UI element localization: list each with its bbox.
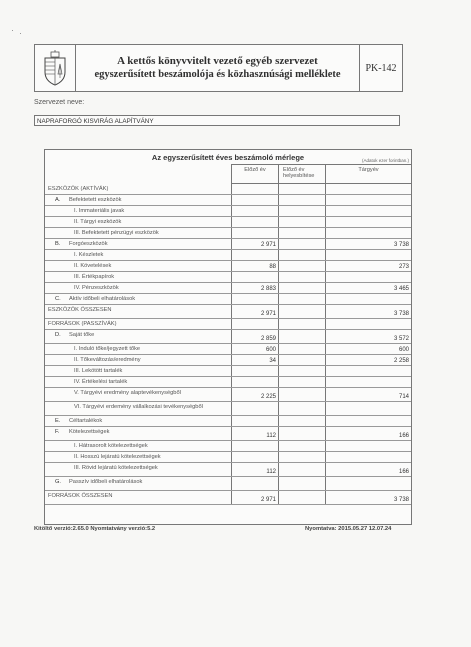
current-year-cell[interactable] <box>325 402 411 415</box>
current-year-cell[interactable] <box>325 239 411 249</box>
table-row <box>45 477 411 491</box>
correction-cell[interactable] <box>278 294 325 304</box>
current-year-cell[interactable] <box>325 319 411 329</box>
current-year-cell-value: 166 <box>398 433 409 439</box>
table-row <box>45 388 411 402</box>
row-label-cell <box>45 402 231 415</box>
row-label: IV. Pénzeszközök <box>74 285 119 291</box>
row-code: E. <box>55 418 61 424</box>
col-header-prev-label: Előző év <box>244 167 266 173</box>
table-row <box>45 463 411 477</box>
current-year-cell-value: 3 738 <box>393 311 409 317</box>
correction-cell[interactable] <box>278 272 325 282</box>
prev-year-cell[interactable] <box>231 441 278 451</box>
prev-year-cell[interactable] <box>231 206 278 216</box>
row-label: ESZKÖZÖK ÖSSZESEN <box>48 307 112 313</box>
row-label: III. Befektetett pénzügyi eszközök <box>74 230 159 236</box>
correction-cell[interactable] <box>278 217 325 227</box>
prev-year-cell-value: 2 971 <box>260 311 276 317</box>
correction-cell[interactable] <box>278 491 325 504</box>
table-row <box>45 416 411 427</box>
prev-year-cell[interactable] <box>231 272 278 282</box>
units-note: (Adatok ezer forintban.) <box>361 158 409 163</box>
table-row <box>45 344 411 355</box>
correction-cell[interactable] <box>278 195 325 205</box>
correction-cell[interactable] <box>278 366 325 376</box>
col-header-correction-line2: helyesbítése <box>283 173 315 179</box>
prev-year-cell[interactable] <box>231 477 278 490</box>
row-label: Befektetett eszközök <box>69 197 122 203</box>
form-title-line2: egyszerűsített beszámolója és közhasznúsági melléklete <box>94 69 341 80</box>
current-year-cell-value: 3 738 <box>393 242 409 248</box>
table-row <box>45 355 411 366</box>
org-name-field[interactable]: NAPRAFORGÓ KISVIRÁG ALAPÍTVÁNY <box>34 115 400 126</box>
correction-cell[interactable] <box>278 355 325 365</box>
current-year-cell[interactable] <box>325 330 411 343</box>
row-label-cell <box>45 184 231 194</box>
current-year-cell-value: 273 <box>398 264 409 270</box>
correction-cell[interactable] <box>278 477 325 490</box>
prev-year-cell[interactable] <box>231 283 278 293</box>
row-label: VI. Tárgyévi erdemény vállalkozási tevékenységből <box>74 404 203 410</box>
row-label-cell <box>45 377 231 387</box>
correction-cell[interactable] <box>278 402 325 415</box>
current-year-cell-value: 3 738 <box>393 497 409 503</box>
row-label-cell <box>45 319 231 329</box>
row-label-cell <box>45 294 231 304</box>
row-label: II. Tárgyi eszközök <box>74 219 122 225</box>
row-label: Aktív időbeli elhatárolások <box>69 296 136 302</box>
prev-year-cell[interactable] <box>231 344 278 354</box>
row-label-cell <box>45 305 231 318</box>
correction-cell[interactable] <box>278 441 325 451</box>
balance-sheet-header <box>45 150 411 164</box>
correction-cell[interactable] <box>278 283 325 293</box>
row-label: IV. Értékelési tartalék <box>74 379 128 385</box>
prev-year-cell[interactable] <box>231 452 278 462</box>
prev-year-cell[interactable] <box>231 305 278 318</box>
table-row <box>45 206 411 217</box>
row-code: F. <box>55 429 60 435</box>
col-header-prev <box>231 164 278 184</box>
balance-sheet-title: Az egyszerűsített éves beszámoló mérlege <box>151 153 305 162</box>
current-year-cell[interactable] <box>325 452 411 462</box>
table-row <box>45 377 411 388</box>
row-label-cell <box>45 239 231 249</box>
current-year-cell[interactable] <box>325 491 411 504</box>
scan-speck <box>12 30 13 31</box>
current-year-cell-value: 3 465 <box>393 286 409 292</box>
current-year-cell-value: 600 <box>398 347 409 353</box>
current-year-cell[interactable] <box>325 463 411 476</box>
row-label-cell <box>45 441 231 451</box>
correction-cell[interactable] <box>278 206 325 216</box>
row-label-cell <box>45 228 231 238</box>
prev-year-cell-value: 112 <box>266 469 276 475</box>
org-label: Szervezet neve: <box>34 99 85 106</box>
current-year-cell-value: 714 <box>398 394 409 400</box>
row-label: III. Lekötött tartalék <box>74 368 123 374</box>
row-label-cell <box>45 217 231 227</box>
prev-year-cell[interactable] <box>231 416 278 426</box>
current-year-cell[interactable] <box>325 272 411 282</box>
row-label: ESZKÖZÖK (AKTÍVÁK) <box>48 186 109 192</box>
current-year-cell[interactable] <box>325 184 411 194</box>
table-row <box>45 272 411 283</box>
row-label: I. Hátrasorolt kötelezettségek <box>74 443 148 449</box>
current-year-cell-value: 166 <box>398 469 409 475</box>
row-code: C. <box>55 296 61 302</box>
row-label: I. Készletek <box>74 252 104 258</box>
col-header-current-label: Tárgyév <box>358 167 379 173</box>
row-label-cell <box>45 491 231 504</box>
prev-year-cell[interactable] <box>231 427 278 440</box>
prev-year-cell[interactable] <box>231 184 278 194</box>
current-year-cell[interactable] <box>325 344 411 354</box>
form-header <box>34 44 403 92</box>
table-row <box>45 261 411 272</box>
table-row <box>45 402 411 416</box>
correction-cell[interactable] <box>278 261 325 271</box>
row-label-cell <box>45 477 231 490</box>
current-year-cell[interactable] <box>325 228 411 238</box>
correction-cell[interactable] <box>278 416 325 426</box>
row-label-cell <box>45 427 231 440</box>
correction-cell[interactable] <box>278 344 325 354</box>
table-row <box>45 305 411 319</box>
current-year-cell[interactable] <box>325 377 411 387</box>
row-label: I. Immateriális javak <box>74 208 125 214</box>
table-row <box>45 330 411 344</box>
prev-year-cell[interactable] <box>231 250 278 260</box>
row-label-cell <box>45 388 231 401</box>
row-label-cell <box>45 416 231 426</box>
prev-year-cell-value: 2 225 <box>260 394 276 400</box>
correction-cell[interactable] <box>278 239 325 249</box>
col-header-correction-line1: Előző év <box>283 167 305 173</box>
table-row <box>45 250 411 261</box>
row-label-cell <box>45 206 231 216</box>
current-year-cell[interactable] <box>325 195 411 205</box>
current-year-cell[interactable] <box>325 427 411 440</box>
prev-year-cell-value: 2 971 <box>260 242 276 248</box>
prev-year-cell-value: 2 971 <box>260 497 276 503</box>
correction-cell[interactable] <box>278 250 325 260</box>
balance-sheet-table <box>44 149 412 525</box>
row-label: II. Követelések <box>74 263 112 269</box>
balance-sheet-rows <box>45 184 411 505</box>
prev-year-cell[interactable] <box>231 355 278 365</box>
row-label: Saját tőke <box>69 332 95 338</box>
row-label-cell <box>45 463 231 476</box>
row-label: FORRÁSOK (PASSZÍVÁK) <box>48 321 117 327</box>
current-year-cell[interactable] <box>325 217 411 227</box>
current-year-cell[interactable] <box>325 477 411 490</box>
row-label-cell <box>45 272 231 282</box>
current-year-cell[interactable] <box>325 441 411 451</box>
row-label-cell <box>45 366 231 376</box>
correction-cell[interactable] <box>278 330 325 343</box>
correction-cell[interactable] <box>278 463 325 476</box>
table-row <box>45 217 411 228</box>
prev-year-cell[interactable] <box>231 402 278 415</box>
prev-year-cell-value: 88 <box>269 264 276 270</box>
row-label-cell <box>45 330 231 343</box>
current-year-cell[interactable] <box>325 305 411 318</box>
row-label: Forgóeszközök <box>69 241 108 247</box>
form-title <box>76 45 359 91</box>
correction-cell[interactable] <box>278 388 325 401</box>
correction-cell[interactable] <box>278 319 325 329</box>
row-code: D. <box>55 332 61 338</box>
table-row <box>45 319 411 330</box>
prev-year-cell-value: 2 883 <box>260 286 276 292</box>
crest-icon <box>35 45 76 91</box>
current-year-cell-value: 2 258 <box>393 358 409 364</box>
current-year-cell[interactable] <box>325 416 411 426</box>
current-year-cell[interactable] <box>325 206 411 216</box>
row-label: Céltartalékok <box>69 418 103 424</box>
row-label: III. Rövid lejáratú kötelezettségek <box>74 465 158 471</box>
footer-printed: Nyomtatva: 2015.05.27 12.07.24 <box>305 526 392 532</box>
scan-speck <box>20 33 21 34</box>
row-label: Kötelezettségek <box>69 429 110 435</box>
correction-cell[interactable] <box>278 184 325 194</box>
table-row <box>45 294 411 305</box>
row-label: II. Hosszú lejáratú kötelezettségek <box>74 454 161 460</box>
row-code: B. <box>55 241 61 247</box>
row-label-cell <box>45 195 231 205</box>
table-row <box>45 491 411 505</box>
row-label: FORRÁSOK ÖSSZESEN <box>48 493 113 499</box>
prev-year-cell[interactable] <box>231 228 278 238</box>
table-row <box>45 195 411 206</box>
prev-year-cell[interactable] <box>231 195 278 205</box>
table-row <box>45 427 411 441</box>
prev-year-cell[interactable] <box>231 294 278 304</box>
prev-year-cell-value: 34 <box>269 358 276 364</box>
prev-year-cell[interactable] <box>231 377 278 387</box>
current-year-cell[interactable] <box>325 355 411 365</box>
current-year-cell[interactable] <box>325 283 411 293</box>
current-year-cell[interactable] <box>325 366 411 376</box>
current-year-cell-value: 3 572 <box>393 336 409 342</box>
correction-cell[interactable] <box>278 427 325 440</box>
correction-cell[interactable] <box>278 228 325 238</box>
row-label: III. Értékpapírok <box>74 274 115 280</box>
row-label-cell <box>45 452 231 462</box>
row-code: A. <box>55 197 61 203</box>
footer-version: Kitöltő verzió:2.65.0 Nyomtatvány verzió:5.2 <box>34 526 156 532</box>
table-row <box>45 184 411 195</box>
prev-year-cell[interactable] <box>231 491 278 504</box>
row-label-cell <box>45 250 231 260</box>
table-row <box>45 366 411 377</box>
col-header-correction <box>278 164 325 184</box>
prev-year-cell[interactable] <box>231 261 278 271</box>
table-row <box>45 283 411 294</box>
current-year-cell[interactable] <box>325 388 411 401</box>
current-year-cell[interactable] <box>325 261 411 271</box>
table-row <box>45 441 411 452</box>
row-label-cell <box>45 344 231 354</box>
prev-year-cell[interactable] <box>231 388 278 401</box>
correction-cell[interactable] <box>278 377 325 387</box>
prev-year-cell-value: 2 859 <box>260 336 276 342</box>
prev-year-cell[interactable] <box>231 463 278 476</box>
form-code: PK-142 <box>359 45 402 91</box>
row-label: V. Tárgyévi eredmény alaptevékenységből <box>74 390 181 396</box>
form-title-line1: A kettős könyvvitelt vezető egyéb szervezet <box>117 55 318 67</box>
row-label-cell <box>45 283 231 293</box>
prev-year-cell-value: 600 <box>265 347 276 353</box>
row-label-cell <box>45 355 231 365</box>
row-label: II. Tőkeváltozás/eredmény <box>74 357 141 363</box>
prev-year-cell[interactable] <box>231 366 278 376</box>
prev-year-cell[interactable] <box>231 330 278 343</box>
prev-year-cell[interactable] <box>231 319 278 329</box>
row-code: G. <box>55 479 62 485</box>
prev-year-cell-value: 112 <box>266 433 276 439</box>
current-year-cell[interactable] <box>325 250 411 260</box>
correction-cell[interactable] <box>278 305 325 318</box>
current-year-cell[interactable] <box>325 294 411 304</box>
row-label: I. Induló tőke/jegyzett tőke <box>74 346 141 352</box>
prev-year-cell[interactable] <box>231 239 278 249</box>
row-label: Passzív időbeli elhatárolások <box>69 479 143 485</box>
table-row <box>45 239 411 250</box>
table-row <box>45 228 411 239</box>
col-header-current <box>325 164 411 184</box>
row-label-cell <box>45 261 231 271</box>
correction-cell[interactable] <box>278 452 325 462</box>
prev-year-cell[interactable] <box>231 217 278 227</box>
table-row <box>45 452 411 463</box>
